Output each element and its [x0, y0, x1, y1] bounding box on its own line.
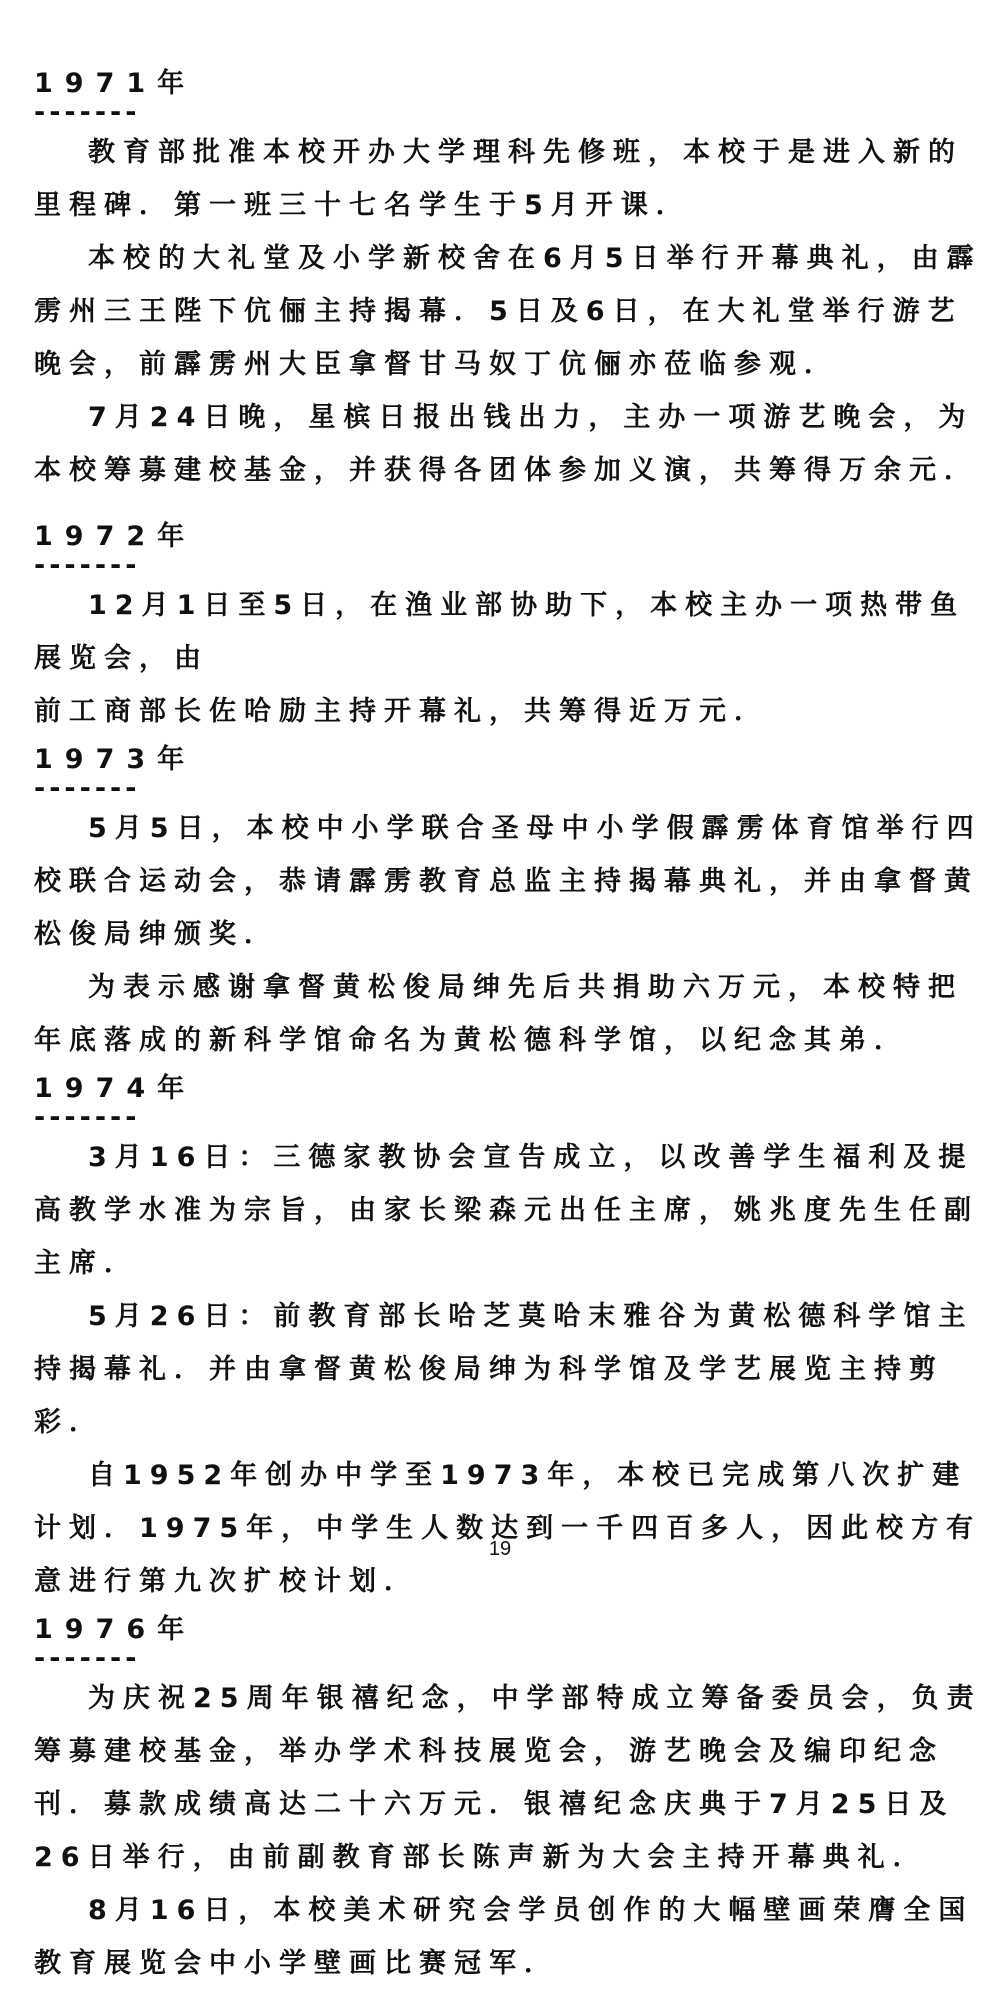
year-heading: 1971年 — [34, 68, 197, 99]
paragraph: 为庆祝25周年银禧纪念，中学部特成立筹备委员会，负责筹募建校基金，举办学术科技展览会，游艺晚会及编印纪念刊．募款成绩高达二十六万元．银禧纪念庆典于7月25日及26日举行，由前副教育部长陈声新为大会主持开幕典礼． — [34, 1683, 982, 1873]
section-1971 — [34, 62, 982, 497]
year-heading: 1973年 — [34, 744, 197, 775]
year-heading: 1972年 — [34, 521, 197, 552]
heading-dashes: ------- — [34, 773, 141, 804]
heading-dashes: ------- — [34, 1102, 141, 1133]
page-number: 19 — [488, 1538, 512, 1560]
section-1972 — [34, 515, 982, 738]
paragraph: 本校的大礼堂及小学新校舍在6月5日举行开幕典礼，由霹雳州三王陛下伉俪主持揭幕．5日及6日，在大礼堂举行游艺晚会，前霹雳州大臣拿督甘马奴丁伉俪亦莅临参观． — [34, 243, 982, 380]
paragraph: 7月24日晚，星槟日报出钱出力，主办一项游艺晚会，为本校筹募建校基金，并获得各团体参加义演，共筹得万余元． — [34, 402, 979, 486]
paragraph: 教育部批准本校开办大学理科先修班，本校于是进入新的里程碑．第一班三十七名学生于5月开课． — [34, 137, 963, 221]
paragraph: 5月26日：前教育部长哈芝莫哈末雅谷为黄松德科学馆主持揭幕礼．并由拿督黄松俊局绅为科学馆及学艺展览主持剪彩． — [34, 1301, 974, 1438]
heading-dashes: ------- — [34, 1643, 141, 1674]
paragraph: 12月1日至5日，在渔业部协助下，本校主办一项热带鱼展览会，由 — [34, 590, 966, 674]
paragraph: 为表示感谢拿督黄松俊局绅先后共捐助六万元，本校特把年底落成的新科学馆命名为黄松德科学馆，以纪念其弟． — [34, 972, 963, 1056]
paragraph: 5月5日，本校中小学联合圣母中小学假霹雳体育馆举行四校联合运动会，恭请霹雳教育总监主持揭幕典礼，并由拿督黄松俊局绅颁奖． — [34, 813, 982, 950]
heading-dashes: ------- — [34, 97, 141, 128]
section-1976 — [34, 1608, 982, 1990]
heading-dashes: ------- — [34, 550, 141, 581]
year-heading: 1974年 — [34, 1073, 197, 1104]
paragraph: 前工商部长佐哈励主持开幕礼，共筹得近万元． — [34, 696, 769, 727]
section-1973 — [34, 738, 982, 1067]
section-1974 — [34, 1067, 982, 1608]
paragraph: 8月16日，本校美术研究会学员创作的大幅壁画荣膺全国教育展览会中小学壁画比赛冠军． — [34, 1895, 974, 1979]
paragraph: 3月16日：三德家教协会宣告成立，以改善学生福利及提高教学水准为宗旨，由家长梁森元出任主席，姚兆度先生任副主席． — [34, 1142, 979, 1279]
paragraph: 自1952年创办中学至1973年，本校已完成第八次扩建计划．1975年，中学生人数达到一千四百多人，因此校方有意进行第九次扩校计划． — [34, 1460, 982, 1597]
page-content — [34, 62, 982, 1990]
year-heading: 1976年 — [34, 1614, 197, 1645]
